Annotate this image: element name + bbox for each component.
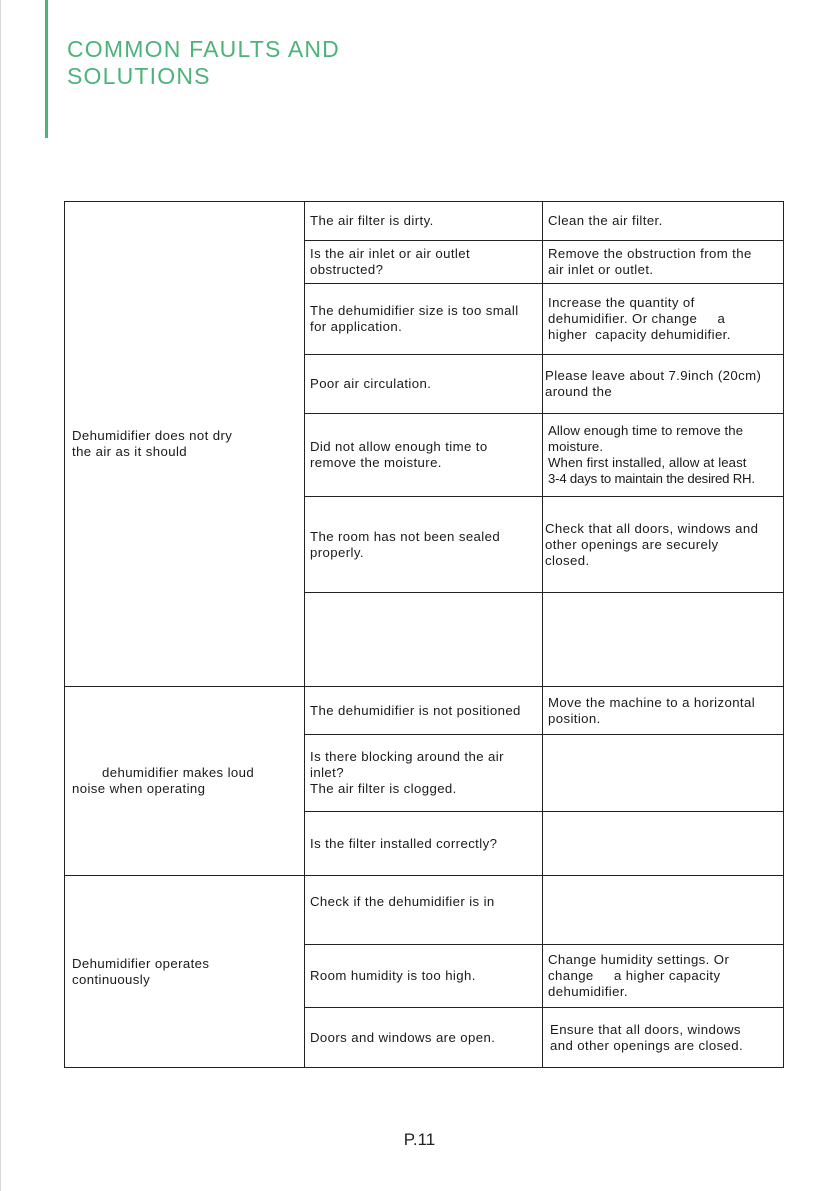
solution-text: dehumidifier. Or change a (548, 311, 726, 326)
cause-text: properly. (310, 544, 364, 560)
table-row (65, 876, 784, 945)
solution-text: Increase the quantity of (548, 295, 695, 310)
page-number: P.11 (403, 1130, 436, 1149)
solution-text: around the (545, 384, 613, 399)
cause-text: obstructed? (310, 262, 384, 277)
cause-text: Is the air inlet or air outlet (310, 246, 471, 261)
cause-cell (305, 876, 543, 945)
cause-text: The room has not been sealed (310, 528, 501, 544)
solution-cell (543, 241, 784, 284)
solution-text: 3-4 days to maintain the desired RH. (548, 471, 755, 486)
cause-text: The air filter is clogged. (310, 781, 457, 796)
cause-text: inlet? (310, 765, 344, 780)
solution-cell (543, 1008, 784, 1068)
solution-cell (543, 735, 784, 812)
solution-text: Move the machine to a horizontal (548, 694, 756, 710)
problem-text: Dehumidifier does not dry (72, 428, 233, 443)
problem-text: the air as it should (72, 444, 188, 459)
problem-cell (65, 876, 305, 1068)
solution-text: dehumidifier. (548, 984, 628, 999)
cause-text: Room humidity is too high. (310, 968, 476, 983)
solution-text: Remove the obstruction from the (548, 246, 752, 261)
table-row (65, 687, 784, 735)
cause-text: Check if the dehumidifier is in (310, 894, 495, 909)
header-accent-rule (45, 0, 48, 138)
solution-cell (543, 812, 784, 876)
solution-text: change a higher capacity (548, 968, 721, 983)
solution-text: air inlet or outlet. (548, 262, 654, 277)
cause-text: Is the filter installed correctly? (310, 835, 498, 851)
solution-text: and other openings are closed. (550, 1037, 744, 1053)
cause-cell (305, 735, 543, 812)
page-title-line-2: SOLUTIONS (67, 63, 211, 89)
cause-text: Is there blocking around the air (310, 749, 504, 764)
page-title-line-1: COMMON FAULTS AND (67, 36, 340, 62)
cause-text: Doors and windows are open. (310, 1029, 496, 1045)
problem-text: noise when operating (72, 781, 206, 796)
cause-cell (305, 284, 543, 355)
cause-cell (305, 414, 543, 497)
cause-text: Poor air circulation. (310, 376, 432, 391)
cause-cell (305, 687, 543, 735)
solution-text: When first installed, allow at least (548, 455, 747, 470)
cause-text: for application. (310, 319, 403, 334)
page-title (67, 36, 340, 90)
cause-cell (305, 812, 543, 876)
cause-cell (305, 1008, 543, 1068)
problem-text: dehumidifier makes loud (102, 765, 255, 780)
table-row (65, 202, 784, 241)
solution-cell (543, 414, 784, 497)
solution-cell (543, 497, 784, 593)
solution-text: other openings are securely (545, 536, 719, 552)
solution-text: position. (548, 710, 601, 726)
cause-cell (305, 497, 543, 593)
solution-text: higher capacity dehumidifier. (548, 327, 731, 342)
solution-text: Check that all doors, windows and (545, 520, 759, 536)
cause-cell (305, 355, 543, 414)
solution-text: moisture. (548, 439, 604, 454)
problem-cell (65, 202, 305, 687)
cause-cell (305, 202, 543, 241)
page-edge-rule (0, 0, 1, 1191)
problem-text: Dehumidifier operates (72, 955, 210, 971)
solution-cell (543, 876, 784, 945)
solution-cell (543, 687, 784, 735)
solution-text: Ensure that all doors, windows (550, 1021, 741, 1037)
solution-cell (543, 202, 784, 241)
cause-text: The air filter is dirty. (310, 213, 434, 228)
problem-cell (65, 687, 305, 876)
solution-text: Allow enough time to remove the (548, 423, 744, 438)
solution-text: Change humidity settings. Or (548, 952, 730, 967)
cause-text: The dehumidifier size is too small (310, 303, 519, 318)
cause-text: Did not allow enough time to (310, 439, 488, 454)
cause-cell (305, 593, 543, 687)
solution-cell (543, 355, 784, 414)
cause-text: The dehumidifier is not positioned (310, 702, 521, 718)
cause-text: remove the moisture. (310, 455, 442, 470)
solution-text: closed. (545, 552, 590, 568)
solution-text: Please leave about 7.9inch (20cm) (545, 368, 762, 383)
solution-cell (543, 945, 784, 1008)
cause-cell (305, 945, 543, 1008)
problem-text: continuously (72, 971, 151, 987)
cause-cell (305, 241, 543, 284)
solution-cell (543, 593, 784, 687)
faults-table (64, 201, 784, 1068)
solution-cell (543, 284, 784, 355)
solution-text: Clean the air filter. (548, 213, 663, 228)
